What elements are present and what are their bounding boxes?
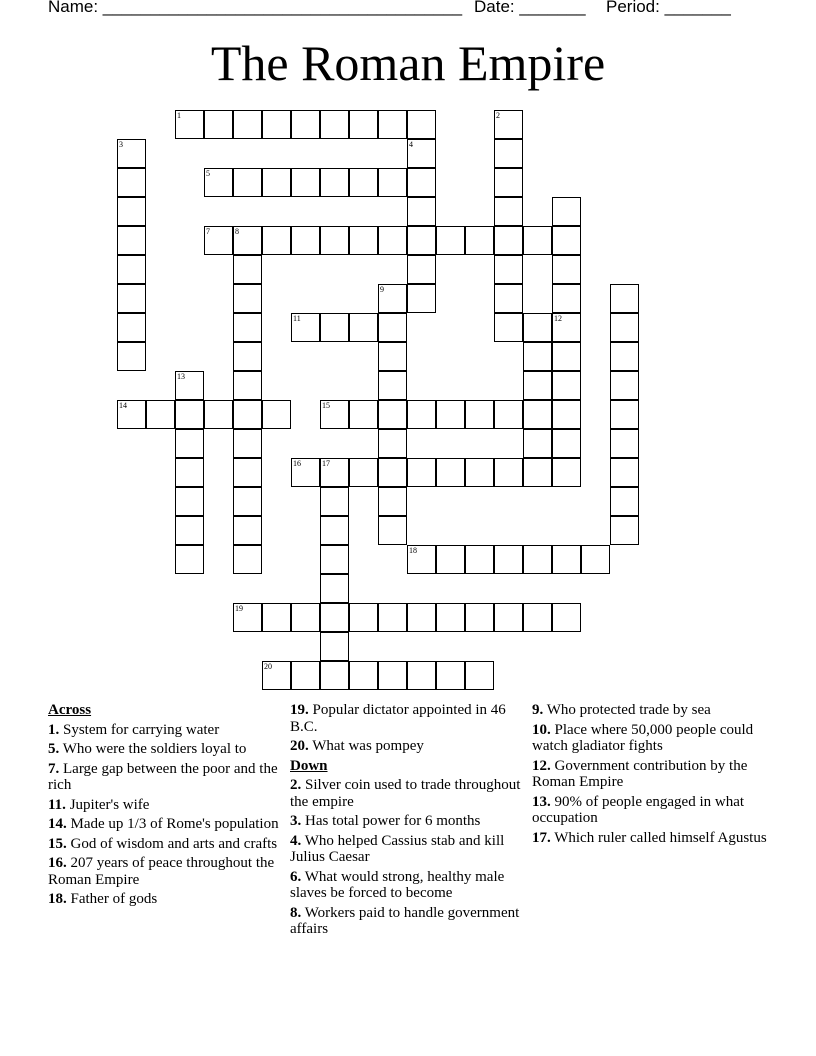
grid-cell[interactable] (262, 661, 291, 690)
clue-item-number: 6. (290, 868, 302, 885)
across-clues-continued (290, 702, 522, 755)
clue-number: 7 (206, 227, 210, 236)
period-field[interactable]: Period: _______ (606, 0, 731, 16)
clue-item-number: 19. (290, 702, 309, 718)
grid-cell[interactable] (349, 400, 378, 429)
grid-cell[interactable] (407, 139, 436, 168)
grid-cell[interactable] (436, 458, 465, 487)
clue-item (290, 738, 522, 755)
grid-cell[interactable] (320, 110, 349, 139)
clue-item-number: 12. (532, 757, 551, 774)
grid-cell[interactable] (378, 400, 407, 429)
clue-item (532, 794, 768, 827)
grid-cell[interactable] (407, 400, 436, 429)
grid-cell[interactable] (204, 226, 233, 255)
grid-cell[interactable] (117, 342, 146, 371)
clue-item (532, 722, 768, 755)
clue-item-number: 17. (532, 829, 551, 846)
grid-cell[interactable] (407, 255, 436, 284)
grid-cell[interactable] (233, 487, 262, 516)
clue-item-text: Who protected trade by sea (543, 702, 711, 718)
clue-item-text: Father of gods (66, 891, 158, 907)
grid-cell[interactable] (378, 342, 407, 371)
clue-item-number: 5. (48, 741, 60, 757)
grid-cell[interactable] (610, 400, 639, 429)
grid-cell[interactable] (378, 110, 407, 139)
grid-cell[interactable] (117, 197, 146, 226)
grid-cell[interactable] (494, 255, 523, 284)
clue-item (290, 813, 522, 830)
clue-item (290, 833, 522, 866)
grid-cell[interactable] (117, 168, 146, 197)
grid-cell[interactable] (233, 400, 262, 429)
grid-cell[interactable] (552, 313, 581, 342)
grid-cell[interactable] (320, 661, 349, 690)
grid-cell[interactable] (494, 458, 523, 487)
grid-cell[interactable] (465, 226, 494, 255)
grid-cell[interactable] (233, 255, 262, 284)
grid-cell[interactable] (407, 284, 436, 313)
grid-cell[interactable] (378, 661, 407, 690)
grid-cell[interactable] (494, 168, 523, 197)
grid-cell[interactable] (436, 545, 465, 574)
grid-cell[interactable] (610, 371, 639, 400)
clue-item-text: Popular dictator appointed in 46 B.C. (290, 702, 506, 735)
grid-cell[interactable] (436, 603, 465, 632)
grid-cell[interactable] (407, 168, 436, 197)
grid-cell[interactable] (349, 226, 378, 255)
grid-cell[interactable] (378, 313, 407, 342)
clue-item (290, 869, 522, 902)
grid-cell[interactable] (465, 458, 494, 487)
grid-cell[interactable] (552, 545, 581, 574)
clue-item-number: 16. (48, 855, 67, 871)
grid-cell[interactable] (494, 110, 523, 139)
grid-cell[interactable] (291, 458, 320, 487)
grid-cell[interactable] (552, 342, 581, 371)
grid-cell[interactable] (523, 429, 552, 458)
clue-item-number: 15. (48, 835, 67, 852)
grid-cell[interactable] (465, 603, 494, 632)
grid-cell[interactable] (320, 574, 349, 603)
clue-item-number: 20. (290, 738, 309, 754)
clue-item (48, 836, 280, 853)
grid-cell[interactable] (610, 516, 639, 545)
clue-item-text: 207 years of peace throughout the Roman Empire (48, 855, 275, 888)
down-heading: Down (290, 757, 328, 774)
clue-number: 5 (206, 169, 210, 178)
grid-cell[interactable] (262, 168, 291, 197)
grid-cell[interactable] (320, 632, 349, 661)
grid-cell[interactable] (175, 400, 204, 429)
grid-cell[interactable] (262, 603, 291, 632)
clue-item (48, 761, 280, 794)
grid-cell[interactable] (349, 661, 378, 690)
grid-cell[interactable] (523, 545, 552, 574)
clue-list (48, 702, 788, 1032)
grid-cell[interactable] (175, 458, 204, 487)
grid-cell[interactable] (407, 661, 436, 690)
grid-cell[interactable] (552, 371, 581, 400)
grid-cell[interactable] (610, 342, 639, 371)
grid-cell[interactable] (204, 110, 233, 139)
grid-cell[interactable] (204, 400, 233, 429)
grid-cell[interactable] (465, 545, 494, 574)
clue-item-number: 3. (290, 813, 302, 829)
grid-cell[interactable] (378, 429, 407, 458)
grid-cell[interactable] (320, 400, 349, 429)
clue-number: 14 (119, 401, 127, 410)
clue-item-number: 9. (532, 702, 544, 718)
clue-number: 8 (235, 227, 239, 236)
grid-cell[interactable] (349, 458, 378, 487)
grid-cell[interactable] (233, 545, 262, 574)
grid-cell[interactable] (494, 197, 523, 226)
grid-cell[interactable] (523, 226, 552, 255)
grid-cell[interactable] (378, 603, 407, 632)
grid-cell[interactable] (407, 197, 436, 226)
name-field[interactable]: Name: ______________________________________ (48, 0, 463, 16)
clue-item (48, 797, 280, 814)
across-heading: Across (48, 702, 92, 718)
clue-item-number: 8. (290, 904, 302, 921)
grid-cell[interactable] (407, 458, 436, 487)
grid-cell[interactable] (262, 110, 291, 139)
clue-item (48, 855, 280, 888)
grid-cell[interactable] (117, 255, 146, 284)
grid-cell[interactable] (581, 545, 610, 574)
grid-cell[interactable] (175, 371, 204, 400)
clue-item-number: 13. (532, 793, 551, 810)
clue-number: 19 (235, 604, 243, 613)
grid-cell[interactable] (552, 429, 581, 458)
grid-cell[interactable] (117, 139, 146, 168)
grid-cell[interactable] (494, 313, 523, 342)
grid-cell[interactable] (552, 458, 581, 487)
clue-number: 9 (380, 285, 384, 294)
grid-cell[interactable] (523, 313, 552, 342)
clue-item (48, 891, 280, 908)
grid-cell[interactable] (610, 313, 639, 342)
clue-item (290, 777, 522, 810)
clue-item-text: Made up 1/3 of Rome's population (66, 816, 279, 832)
grid-cell[interactable] (610, 458, 639, 487)
grid-cell[interactable] (378, 284, 407, 313)
clue-item-number: 11. (48, 796, 66, 813)
clue-number: 2 (496, 111, 500, 120)
grid-cell[interactable] (552, 226, 581, 255)
grid-cell[interactable] (233, 429, 262, 458)
clue-item-number: 10. (532, 721, 551, 738)
grid-cell[interactable] (378, 458, 407, 487)
grid-cell[interactable] (552, 197, 581, 226)
clue-number: 12 (554, 314, 562, 323)
grid-cell[interactable] (233, 458, 262, 487)
grid-cell[interactable] (117, 284, 146, 313)
grid-cell[interactable] (233, 342, 262, 371)
grid-cell[interactable] (494, 603, 523, 632)
grid-cell[interactable] (175, 110, 204, 139)
clue-number: 1 (177, 111, 181, 120)
grid-cell[interactable] (146, 400, 175, 429)
grid-cell[interactable] (552, 400, 581, 429)
grid-cell[interactable] (291, 226, 320, 255)
clue-item (532, 830, 768, 847)
grid-cell[interactable] (465, 400, 494, 429)
clue-item (48, 816, 280, 833)
grid-cell[interactable] (523, 458, 552, 487)
grid-cell[interactable] (233, 226, 262, 255)
clue-item-text: What was pompey (308, 738, 424, 754)
grid-cell[interactable] (233, 371, 262, 400)
grid-cell[interactable] (175, 429, 204, 458)
clue-item-text: Jupiter's wife (65, 796, 150, 813)
clue-number: 15 (322, 401, 330, 410)
grid-cell[interactable] (291, 110, 320, 139)
clue-item-number: 18. (48, 891, 67, 907)
clue-number: 11 (293, 314, 301, 323)
grid-cell[interactable] (320, 458, 349, 487)
grid-cell[interactable] (494, 400, 523, 429)
clue-item (532, 758, 768, 791)
grid-cell[interactable] (291, 661, 320, 690)
grid-cell[interactable] (552, 284, 581, 313)
grid-cell[interactable] (320, 168, 349, 197)
down-clues (290, 777, 522, 938)
clue-item-text: Workers paid to handle government affairs (290, 904, 520, 937)
clue-item (290, 905, 522, 938)
clue-item (290, 702, 522, 735)
grid-cell[interactable] (291, 313, 320, 342)
across-clues (48, 722, 280, 908)
grid-cell[interactable] (378, 487, 407, 516)
clue-column-3 (532, 702, 768, 849)
clue-item-number: 14. (48, 816, 67, 832)
grid-cell[interactable] (378, 226, 407, 255)
grid-cell[interactable] (407, 226, 436, 255)
clue-number: 4 (409, 140, 413, 149)
grid-cell[interactable] (320, 226, 349, 255)
grid-cell[interactable] (233, 110, 262, 139)
grid-cell[interactable] (349, 168, 378, 197)
clue-item-number: 2. (290, 777, 302, 793)
grid-cell[interactable] (320, 603, 349, 632)
grid-cell[interactable] (349, 603, 378, 632)
grid-cell[interactable] (436, 661, 465, 690)
clue-item-number: 7. (48, 760, 60, 777)
grid-cell[interactable] (117, 400, 146, 429)
grid-cell[interactable] (233, 313, 262, 342)
grid-cell[interactable] (378, 371, 407, 400)
grid-cell[interactable] (204, 168, 233, 197)
grid-cell[interactable] (523, 371, 552, 400)
grid-cell[interactable] (175, 545, 204, 574)
grid-cell[interactable] (320, 516, 349, 545)
clue-number: 3 (119, 140, 123, 149)
clue-item-text: Which ruler called himself Agustus (550, 829, 767, 846)
grid-cell[interactable] (523, 400, 552, 429)
clue-column-2 (290, 702, 522, 941)
clue-number: 20 (264, 662, 272, 671)
clue-item-text: Government contribution by the Roman Empire (532, 757, 748, 790)
grid-cell[interactable] (233, 168, 262, 197)
clue-item-text: What would strong, healthy male slaves be forced to become (290, 868, 505, 901)
grid-cell[interactable] (494, 545, 523, 574)
clue-number: 17 (322, 459, 330, 468)
grid-cell[interactable] (523, 342, 552, 371)
grid-cell[interactable] (465, 661, 494, 690)
clue-item-text: Large gap between the poor and the rich (48, 760, 278, 793)
grid-cell[interactable] (262, 226, 291, 255)
grid-cell[interactable] (523, 603, 552, 632)
grid-cell[interactable] (117, 226, 146, 255)
grid-cell[interactable] (407, 110, 436, 139)
down-clues-continued (532, 702, 768, 846)
grid-cell[interactable] (436, 400, 465, 429)
clue-item-text: System for carrying water (59, 721, 220, 738)
clue-item-text: Place where 50,000 people could watch gladiator fights (532, 721, 754, 754)
clue-item (48, 722, 280, 739)
clue-number: 18 (409, 546, 417, 555)
clue-item-text: Who were the soldiers loyal to (59, 741, 247, 757)
grid-cell[interactable] (320, 545, 349, 574)
clue-item-text: God of wisdom and arts and crafts (66, 835, 278, 852)
grid-cell[interactable] (407, 545, 436, 574)
grid-cell[interactable] (610, 429, 639, 458)
grid-cell[interactable] (320, 313, 349, 342)
grid-cell[interactable] (175, 516, 204, 545)
clue-number: 16 (293, 459, 301, 468)
grid-cell[interactable] (494, 139, 523, 168)
grid-cell[interactable] (262, 400, 291, 429)
grid-cell[interactable] (349, 313, 378, 342)
clue-number: 13 (177, 372, 185, 381)
grid-cell[interactable] (349, 110, 378, 139)
grid-cell[interactable] (436, 226, 465, 255)
grid-cell[interactable] (494, 284, 523, 313)
grid-cell[interactable] (233, 603, 262, 632)
grid-cell[interactable] (291, 603, 320, 632)
grid-cell[interactable] (291, 168, 320, 197)
clue-item (48, 741, 280, 758)
date-field[interactable]: Date: _______ (474, 0, 586, 16)
grid-cell[interactable] (378, 516, 407, 545)
grid-cell[interactable] (117, 313, 146, 342)
grid-cell[interactable] (378, 168, 407, 197)
grid-cell[interactable] (233, 284, 262, 313)
grid-cell[interactable] (552, 255, 581, 284)
clue-item-text: Silver coin used to trade throughout the empire (290, 777, 521, 810)
page-title: The Roman Empire (210, 35, 606, 91)
grid-cell[interactable] (610, 284, 639, 313)
clue-item-text: Has total power for 6 months (301, 813, 481, 829)
grid-cell[interactable] (610, 487, 639, 516)
clue-item-text: 90% of people engaged in what occupation (532, 793, 745, 826)
clue-item-number: 1. (48, 721, 60, 738)
clue-column-1 (48, 702, 280, 911)
clue-item (532, 702, 768, 719)
grid-cell[interactable] (552, 603, 581, 632)
grid-cell[interactable] (407, 603, 436, 632)
grid-cell[interactable] (233, 516, 262, 545)
grid-cell[interactable] (320, 487, 349, 516)
clue-item-number: 4. (290, 832, 302, 849)
grid-cell[interactable] (494, 226, 523, 255)
clue-item-text: Who helped Cassius stab and kill Julius Caesar (290, 832, 505, 865)
grid-cell[interactable] (175, 487, 204, 516)
